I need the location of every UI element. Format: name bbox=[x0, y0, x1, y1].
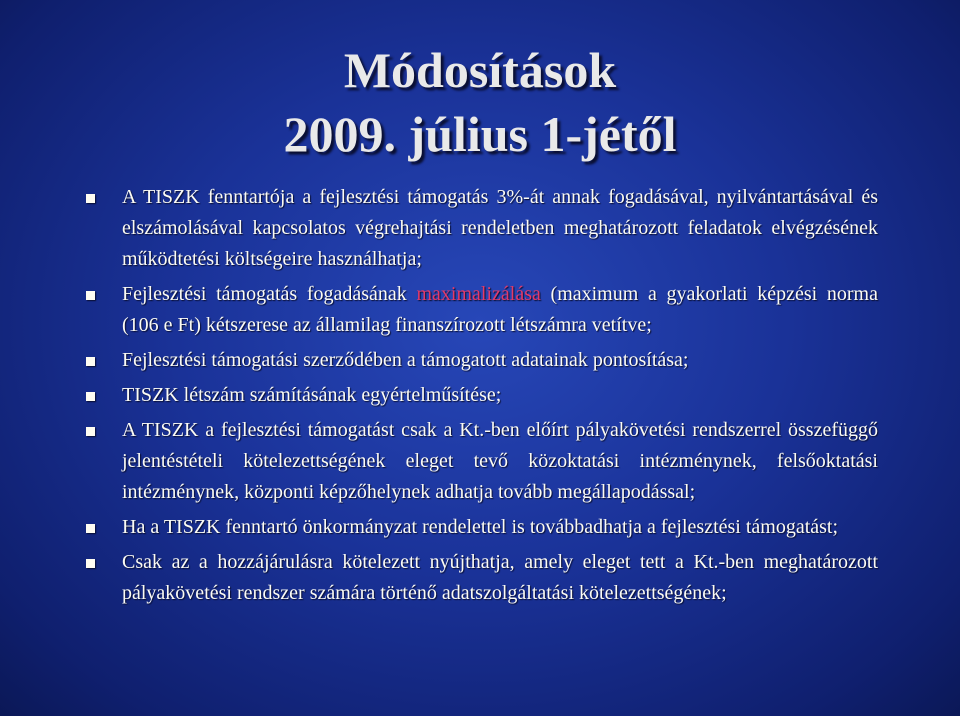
bullet-text: TISZK létszám számításának egyértelműsítése; bbox=[122, 384, 502, 406]
bullet-item bbox=[82, 380, 878, 411]
square-bullet-icon bbox=[86, 194, 95, 203]
bullet-text: Ha a TISZK fenntartó önkormányzat rendelettel is továbbadhatja a fejlesztési támogatást; bbox=[122, 516, 839, 538]
bullet-list bbox=[82, 182, 878, 613]
bullet-item bbox=[82, 512, 878, 543]
slide-title bbox=[0, 38, 960, 166]
bullet-text-before: Fejlesztési támogatás fogadásának bbox=[122, 283, 417, 305]
square-bullet-icon bbox=[86, 392, 95, 401]
bullet-item bbox=[82, 547, 878, 609]
square-bullet-icon bbox=[86, 291, 95, 300]
square-bullet-icon bbox=[86, 357, 95, 366]
bullet-item bbox=[82, 415, 878, 508]
slide-title-line-2: 2009. július 1-jétől bbox=[283, 106, 677, 162]
bullet-text: A TISZK a fejlesztési támogatást csak a Kt.-ben előírt pályakövetési rendszerrel összefüggő jelentéstételi kötelezettségének eleget tevő közoktatási intézménynek, felsőoktatási intézménynek, központi képzőhelynek adhatja tovább megállapodással; bbox=[122, 419, 878, 503]
bullet-text: Csak az a hozzájárulásra kötelezett nyújthatja, amely eleget tett a Kt.-ben meghatározott pályakövetési rendszer számára történő adatszolgáltatási kötelezettségének; bbox=[122, 551, 878, 604]
bullet-text: A TISZK fenntartója a fejlesztési támogatás 3%-át annak fogadásával, nyilvántartásával és elszámolásával kapcsolatos végrehajtási rendeletben meghatározott feladatok elvégzésének működtetési költségeire használhatja; bbox=[122, 186, 878, 270]
bullet-text: Fejlesztési támogatási szerződében a támogatott adatainak pontosítása; bbox=[122, 349, 689, 371]
square-bullet-icon bbox=[86, 559, 95, 568]
highlighted-term: maximalizálása bbox=[416, 283, 541, 305]
bullet-text-after: (maximum a gyakorlati képzési norma (106 e Ft) kétszerese az államilag finanszírozott létszámra vetítve; bbox=[122, 283, 878, 336]
square-bullet-icon bbox=[86, 427, 95, 436]
slide-title-line-1: Módosítások bbox=[343, 42, 617, 98]
square-bullet-icon bbox=[86, 524, 95, 533]
bullet-item bbox=[82, 182, 878, 275]
bullet-item bbox=[82, 345, 878, 376]
bullet-item bbox=[82, 279, 878, 341]
